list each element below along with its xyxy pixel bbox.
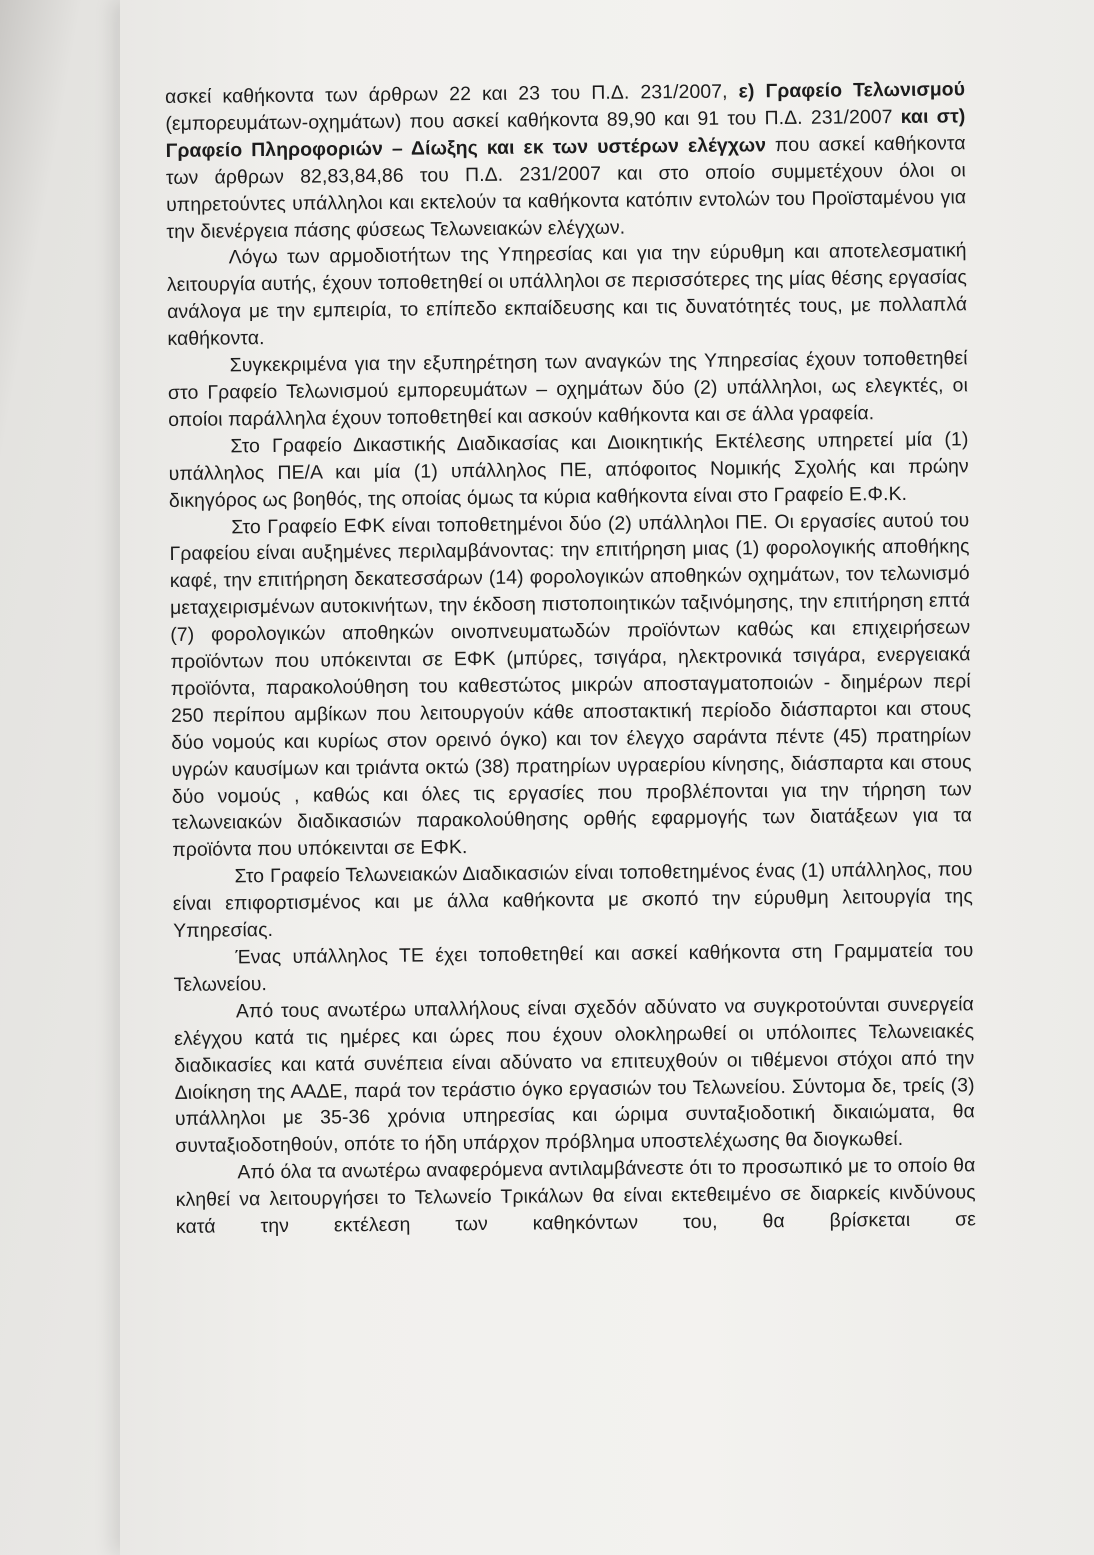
bold-text-run: και στ) Γραφείο Πληροφοριών – Δίωξης και εκ των υστέρων ελέγχων xyxy=(165,105,966,162)
document-body xyxy=(165,76,976,1241)
paragraph-p9 xyxy=(175,1153,976,1241)
paragraph-p4 xyxy=(168,426,969,514)
paragraph-p3 xyxy=(168,345,969,433)
bold-text-run: ε) Γραφείο Τελωνισμού xyxy=(738,78,966,103)
paragraph-p6 xyxy=(172,857,973,945)
text-run: Στο Γραφείο Δικαστικής Διαδικασίας και Διοικητικής Εκτέλεσης υπηρετεί μία (1) υπάλληλος ΠΕ/Α και μία (1) υπάλληλος ΠΕ, απόφοιτος Νομικής Σχολής και πρώην δικηγόρος ως βοηθός, της οποίας όμως τα κύρια καθήκοντα είναι στο Γραφείο Ε.Φ.Κ. xyxy=(168,428,969,512)
text-run: που ασκεί καθήκοντα των άρθρων 82,83,84,86 του Π.Δ. 231/2007 και στο οποίο συμμετέχουν όλοι οι υπηρετούντες υπάλληλοι και εκτελούν τα καθήκοντα κατόπιν εντολών του Προϊσταμένου για την διενέργεια πάσης φύσεως Τελωνειακών ελέγχων. xyxy=(165,132,967,243)
text-run: Από όλα τα ανωτέρω αναφερόμενα αντιλαμβάνεστε ότι το προσωπικό με το οποίο θα κληθεί να λειτουργήσει το Τελωνείο Τρικάλων θα είναι εκτεθειμένο σε διαρκείς κινδύνους κατά την εκτέλεση των καθηκόντων του, θα βρίσκεται σε xyxy=(175,1154,977,1239)
text-run: Στο Γραφείο ΕΦΚ είναι τοποθετημένοι δύο (2) υπάλληλοι ΠΕ. Οι εργασίες αυτού του Γραφείου είναι αυξημένες περιλαμβάνοντας: την επιτήρηση μιας (1) φορολογικής αποθήκης καφέ, την επιτήρηση δεκατεσσάρων (14) φορολογικών αποθηκών οχημάτων, τον τελωνισμό μεταχειρισμένων αυτοκινήτων, την έκδοση πιστοποιητικών ταξινόμησης, την επιτήρηση επτά (7) φορολογικών αποθηκών οινοπνευματωδών προϊόντων καθώς και επιχειρήσεων προϊόντων που υπόκεινται σε ΕΦΚ (μπύρες, τσιγάρα, ηλεκτρονικά τσιγάρα, ενεργειακά προϊόντα, παρακολούθηση του καθεστώτος μικρών αποσταγματοποιών - διημέρων περί 250 περίπου αμβίκων που λειτουργούν κάθε αποστακτική περίοδο διάσπαρτοι και στους δύο νομούς και κυρίως στον ορεινό όγκο) και τον έλεγχο σαράντα πέντε (45) πρατηρίων υγρών καυσίμων και τριάντα οκτώ (38) πρατηρίων υγραερίου κίνησης, διάσπαρτα και στους δύο νομούς , καθώς και όλες τις εργασίες που προβλέπονται για την τήρηση των τελωνειακών διαδικασιών παρακολούθησης ορθής εφαρμογής των διατάξεων για τα προϊόντα που υπόκεινται σε ΕΦΚ. xyxy=(169,508,973,862)
text-run: Ένας υπάλληλος ΤΕ έχει τοποθετηθεί και ασκεί καθήκοντα στη Γραμματεία του Τελωνείου. xyxy=(173,939,974,996)
paragraph-p1 xyxy=(165,76,967,245)
text-run: (εμπορευμάτων-οχημάτων) που ασκεί καθήκοντα 89,90 και 91 του Π.Δ. 231/2007 xyxy=(165,105,901,135)
text-run: Από τους ανωτέρω υπαλλήλους είναι σχεδόν αδύνατο να συγκροτούνται συνεργεία ελέγχου κατά τις ημέρες και ώρες που έχουν ολοκληρωθεί οι υπόλοιπες Τελωνειακές διαδικασίες και κατά συνέπεια είναι αδύνατο να επιτευχθούν οι τιθέμενοι στόχοι από την Διοίκηση της ΑΑΔΕ, παρά τον τεράστιο όγκο εργασιών του Τελωνείου. Σύντομα δε, τρείς (3) υπάλληλοι με 35-36 χρόνια υπηρεσίας και ώριμα συνταξιοδοτική δικαιώματα, θα συνταξιοδοτηθούν, οπότε το ήδη υπάρχον πρόβλημα υποστελέχωσης θα διογκωθεί. xyxy=(174,993,976,1158)
text-run: Στο Γραφείο Τελωνειακών Διαδικασιών είναι τοποθετημένος ένας (1) υπάλληλος, που είναι επιφορτισμένος και με άλλα καθήκοντα με σκοπό την εύρυθμη λειτουργία της Υπηρεσίας. xyxy=(172,858,973,943)
paragraph-p5 xyxy=(169,507,972,864)
paragraph-p8 xyxy=(174,991,976,1160)
text-run: Συγκεκριμένα για την εξυπηρέτηση των αναγκών της Υπηρεσίας έχουν τοποθετηθεί στο Γραφείο Τελωνισμού εμπορευμάτων – οχημάτων δύο (2) υπάλληλοι, ως ελεγκτές, οι οποίοι παράλληλα έχουν τοποθετηθεί και ασκούν καθήκοντα και σε άλλα γραφεία. xyxy=(167,347,969,431)
text-run: ασκεί καθήκοντα των άρθρων 22 και 23 του Π.Δ. 231/2007, xyxy=(165,80,739,108)
paragraph-p7 xyxy=(173,937,973,998)
text-run: Λόγω των αρμοδιοτήτων της Υπηρεσίας και για την εύρυθμη και αποτελεσματική λειτουργία αυτής, έχουν τοποθετηθεί οι υπάλληλοι σε περισσότερες της μίας θέσης εργασίας ανάλογα με την εμπειρία, το επίπεδο εκπαίδευσης και τις δυνατότητές τους, με πολλαπλά καθήκοντα. xyxy=(166,239,968,351)
paragraph-p2 xyxy=(167,238,968,353)
